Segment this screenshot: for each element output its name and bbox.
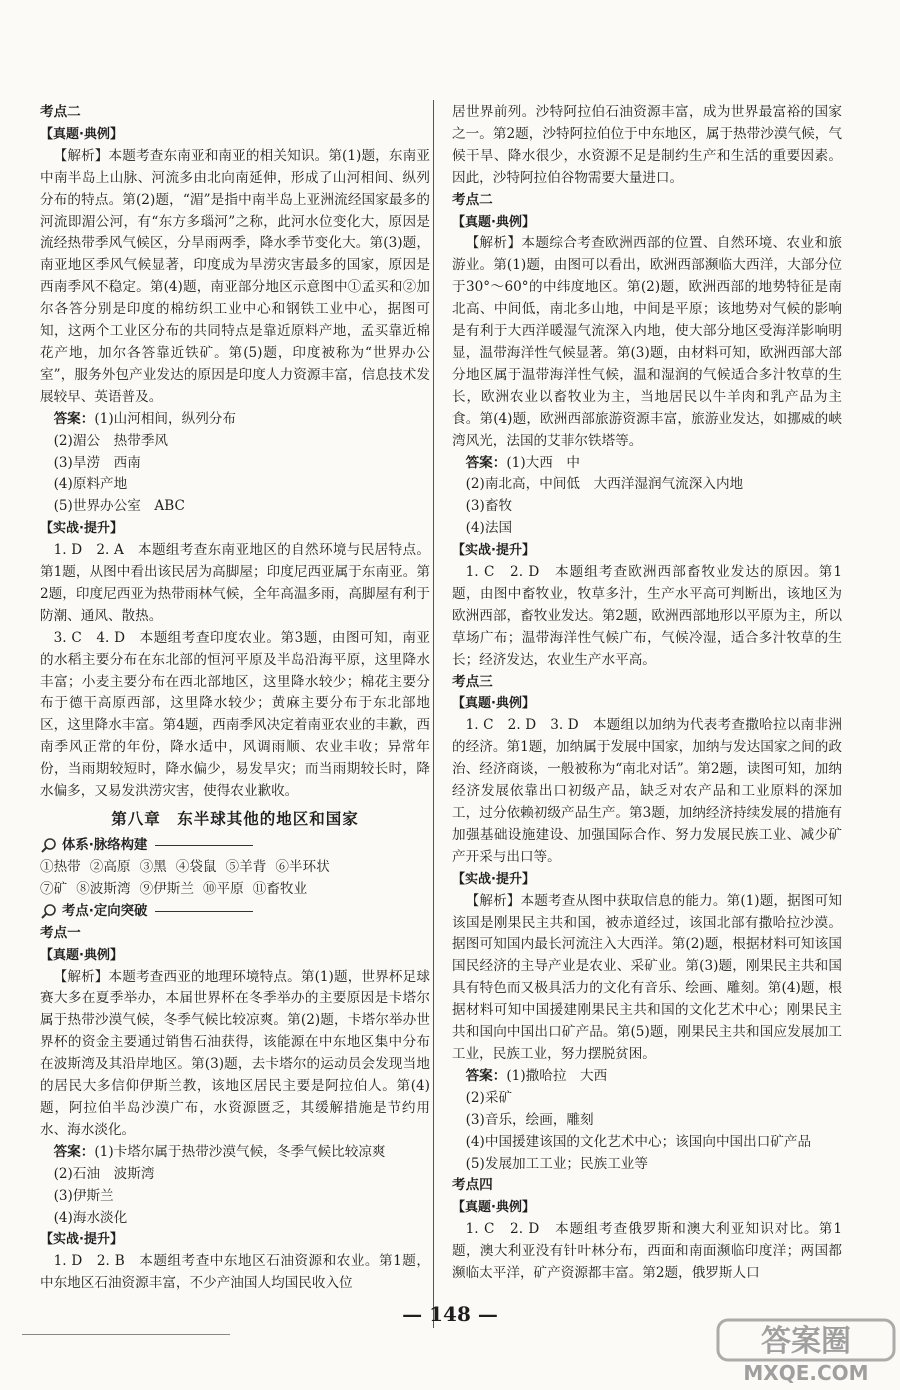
answer-line bbox=[452, 453, 842, 475]
exercise-paragraph: 1. C 2. D 3. D 本题组以加纳为代表考查撒哈拉以南非洲的经济。第1题，加纳属于发展中国家，加纳与发达国家之间的政治、经济商谈，一般被称为“南北对话”。第2题，读图可知，加纳经济发展依靠出口初级产品，缺乏对农产品和工业原料的深加工，过分依赖初级产品生产。第3题，加纳经济持续发展的措施有加强基础设施建设、加强国际合作、努力发展民族工业、减少矿产开采与出口等。 bbox=[452, 717, 842, 865]
answer-line: (2)采矿 bbox=[465, 1089, 513, 1106]
watermark-text: 答案圈 bbox=[761, 1324, 851, 1359]
answer-line: (2)南北高，中间低 大西洋湿润气流深入内地 bbox=[465, 476, 744, 493]
kaodian-4-heading: 考点四 bbox=[452, 1177, 493, 1194]
shizhan-tag: 【实战·提升】 bbox=[452, 871, 535, 887]
answer-line: (4)原料产地 bbox=[53, 476, 128, 493]
keyword-list bbox=[40, 857, 430, 879]
exercise-paragraph: 1. C 2. D 本题组考查俄罗斯和澳大利亚知识对比。第1题，澳大利亚没有针叶林分布，西面和南面濒临印度洋；两国都濒临太平洋，矿产资源都丰富。第2题，俄罗斯人口 bbox=[452, 1221, 842, 1282]
section-rule bbox=[155, 911, 253, 912]
keyword-item: ⑧波斯湾 bbox=[76, 880, 131, 897]
kaodian-1-heading: 考点一 bbox=[40, 924, 81, 941]
keyword-item: ②高原 bbox=[89, 858, 131, 875]
exercise-paragraph: 1. D 2. B 本题组考查中东地区石油资源和农业。第1题，中东地区石油资源丰富，不少产油国人均国民收入位 bbox=[40, 1253, 430, 1292]
answer-line: (5)世界办公室 ABC bbox=[53, 498, 185, 515]
section-rule bbox=[155, 845, 253, 846]
answer-label: 答案： bbox=[53, 410, 95, 427]
exercise-paragraph: 1. C 2. D 本题组考查欧洲西部畜牧业发达的原因。第1题，由图中畜牧业，牧草多汁，生产水平高可判断出，该地区为欧洲西部，畜牧业发达。第2题，欧洲西部地形以平原为主，所以草场广布；温带海洋性气候广布，气候冷湿，适合多汁牧草的生长；经济发达，农业生产水平高。 bbox=[452, 564, 842, 668]
shizhan-tag: 【实战·提升】 bbox=[40, 521, 123, 537]
answer-text: (1)山河相间，纵列分布 bbox=[94, 410, 236, 427]
keyword-item: ⑤羊背 bbox=[225, 858, 267, 875]
answer-line: (3)畜牧 bbox=[465, 498, 513, 515]
magnifier-icon bbox=[40, 903, 58, 921]
answer-label: 答案： bbox=[465, 454, 507, 471]
footer-rule bbox=[22, 1334, 230, 1335]
answer-line bbox=[452, 1066, 842, 1088]
answer-line: (3)旱涝 西南 bbox=[53, 454, 141, 471]
answer-label: 答案： bbox=[465, 1067, 507, 1084]
keyword-item: ⑪畜牧业 bbox=[252, 880, 308, 897]
keyword-item: ③黑 bbox=[139, 858, 167, 875]
answer-text: (1)撒哈拉 大西 bbox=[506, 1067, 608, 1084]
keyword-item: ⑦矿 bbox=[40, 880, 68, 897]
answer-line bbox=[40, 1142, 430, 1164]
keyword-list bbox=[40, 879, 430, 901]
keyword-item: ⑩平原 bbox=[202, 880, 244, 897]
answer-line: (4)法国 bbox=[465, 520, 513, 537]
zhenti-tag: 【真题·典例】 bbox=[40, 126, 123, 142]
answer-line: (2)湄公 热带季风 bbox=[53, 432, 169, 449]
right-column bbox=[452, 102, 842, 1285]
analysis-paragraph: 【解析】本题考查东南亚和南亚的相关知识。第(1)题，东南亚中南半岛上山脉、河流多由北向南延伸，形成了山河相间、纵列分布的特点。第(2)题，“湄”是指中南半岛上亚洲流经国家最多的河流即湄公河，有“东方多瑙河”之称，此河水位变化大，原因是流经热带季风气候区，分旱雨两季，降水季节变化大。第(3)题，南亚地区季风气候显著，印度成为旱涝灾害最多的国家，原因是西南季风不稳定。第(4)题，南亚部分地区示意图中①孟买和②加尔各答分别是印度的棉纺织工业中心和钢铁工业中心，据图可知，这两个工业区分布的共同特点是靠近原料产地，孟买靠近棉花产地，加尔各答靠近铁矿。第(5)题，印度被称为“世界办公室”，服务外包产业发达的原因是印度人力资源丰富，信息技术发展较早、英语普及。 bbox=[40, 147, 430, 405]
continued-paragraph: 居世界前列。沙特阿拉伯石油资源丰富，成为世界最富裕的国家之一。第2题，沙特阿拉伯位于中东地区，属于热带沙漠气候，气候干旱、降水很少，水资源不足是制约生产和生活的重要因素。因此，沙特阿拉伯谷物需要大量进口。 bbox=[452, 104, 842, 186]
answer-line: (3)音乐，绘画，雕刻 bbox=[465, 1111, 594, 1128]
keyword-item: ⑨伊斯兰 bbox=[139, 880, 194, 897]
section-title: 体系·脉络构建 bbox=[62, 837, 148, 853]
shizhan-tag: 【实战·提升】 bbox=[452, 543, 535, 559]
page-number: — 148 — bbox=[402, 1302, 498, 1326]
kaodian-2-heading: 考点二 bbox=[40, 104, 81, 120]
watermark-url: MXQE.COM bbox=[743, 1361, 869, 1384]
answer-line: (4)海水淡化 bbox=[53, 1209, 128, 1226]
answer-text: (1)卡塔尔属于热带沙漠气候，冬季气候比较凉爽 bbox=[94, 1143, 386, 1160]
zhenti-tag: 【真题·典例】 bbox=[452, 1200, 535, 1216]
section-title: 考点·定向突破 bbox=[62, 903, 148, 919]
answer-text: (1)大西 中 bbox=[506, 454, 581, 471]
kaodian-2-heading: 考点二 bbox=[452, 191, 493, 208]
column-divider bbox=[433, 100, 434, 1328]
watermark-logo bbox=[716, 1318, 896, 1384]
zhenti-tag: 【真题·典例】 bbox=[452, 214, 535, 230]
answer-line: (5)发展加工工业；民族工业等 bbox=[465, 1155, 648, 1172]
section-bar-tixi bbox=[40, 835, 430, 857]
keyword-item: ④袋鼠 bbox=[175, 858, 217, 875]
zhenti-tag: 【真题·典例】 bbox=[452, 696, 535, 712]
answer-line: (4)中国援建该国的文化艺术中心；该国向中国出口矿产品 bbox=[465, 1133, 812, 1150]
keyword-item: ①热带 bbox=[40, 858, 81, 875]
exercise-paragraph: 3. C 4. D 本题组考查印度农业。第3题，由图可知，南亚的水稻主要分布在东北部的恒河平原及半岛沿海平原，这里降水丰富；小麦主要分布在西北部地区，这里降水较少；棉花主要分布于德干高原西部，这里降水较少；黄麻主要分布于东北部地区，这里降水丰富。第4题，西南季风决定着南亚农业的丰歉，西南季风正常的年份，降水适中，风调雨顺、农业丰收；异常年份，当雨期较短时，降水偏少，易发旱灾；而当雨期较长时，降水偏多，又易发洪涝灾害，使得农业歉收。 bbox=[40, 629, 430, 800]
section-bar-kaodian bbox=[40, 901, 430, 923]
analysis-paragraph: 【解析】本题考查从图中获取信息的能力。第(1)题，据图可知该国是刚果民主共和国，被赤道经过，该国北部有撒哈拉沙漠。据图可知国内最长河流注入大西洋。第(2)题，根据材料可知该国国民经济的主导产业是农业、采矿业。第(3)题，刚果民主共和国具有特色而又极具活力的文化有音乐、绘画、雕刻。第(4)题，根据材料可知中国援建刚果民主共和国的文化艺术中心；刚果民主共和国向中国出口矿产品。第(5)题，刚果民主共和国应发展加工工业，民族工业，努力摆脱贫困。 bbox=[452, 892, 842, 1062]
answer-line bbox=[40, 409, 430, 431]
chapter-title: 第八章 东半球其他的地区和国家 bbox=[111, 810, 359, 828]
analysis-paragraph: 【解析】本题综合考查欧洲西部的位置、自然环境、农业和旅游业。第(1)题，由图可以看出，欧洲西部濒临大西洋，大部分位于30°～60°的中纬度地区。第(2)题，欧洲西部的地势特征是南北高、中间低，南北多山地，中间是平原；该地势对气候的影响是有利于大西洋暖湿气流深入内地，使大部分地区受海洋影响明显，温带海洋性气候显著。第(3)题，由材料可知，欧洲西部大部分地区属于温带海洋性气候，温和湿润的气候适合多汁牧草的生长，欧洲农业以畜牧业为主，当地居民以牛羊肉和乳产品为主食。第(4)题，欧洲西部旅游资源丰富，旅游业发达，如挪威的峡湾风光，法国的艾菲尔铁塔等。 bbox=[452, 235, 842, 449]
answer-label: 答案： bbox=[53, 1143, 95, 1160]
answer-line: (2)石油 波斯湾 bbox=[53, 1165, 155, 1182]
kaodian-3-heading: 考点三 bbox=[452, 673, 493, 690]
magnifier-icon bbox=[40, 837, 58, 855]
exercise-paragraph: 1. D 2. A 本题组考查东南亚地区的自然环境与民居特点。第1题，从图中看出该民居为高脚屋；印度尼西亚属于东南亚。第2题，印度尼西亚为热带雨林气候，全年高温多雨，高脚屋有利于防潮、通风、散热。 bbox=[40, 542, 430, 624]
keyword-item: ⑥半环状 bbox=[275, 858, 330, 875]
analysis-paragraph: 【解析】本题考查西亚的地理环境特点。第(1)题，世界杯足球赛大多在夏季举办，本届世界杯在冬季举办的主要原因是卡塔尔属于热带沙漠气候，冬季气候比较凉爽。第(2)题，卡塔尔举办世界杯的资金主要通过销售石油获得，该能源在中东地区集中分布在波斯湾及其沿岸地区。第(3)题，去卡塔尔的运动员会发现当地的居民大多信仰伊斯兰教，该地区居民主要是阿拉伯人。第(4)题，阿拉伯半岛沙漠广布，水资源匮乏，其缓解措施是节约用水、海水淡化。 bbox=[40, 968, 430, 1138]
left-column bbox=[40, 102, 430, 1295]
answer-line: (3)伊斯兰 bbox=[53, 1187, 114, 1204]
zhenti-tag: 【真题·典例】 bbox=[40, 947, 123, 963]
shizhan-tag: 【实战·提升】 bbox=[40, 1232, 123, 1248]
